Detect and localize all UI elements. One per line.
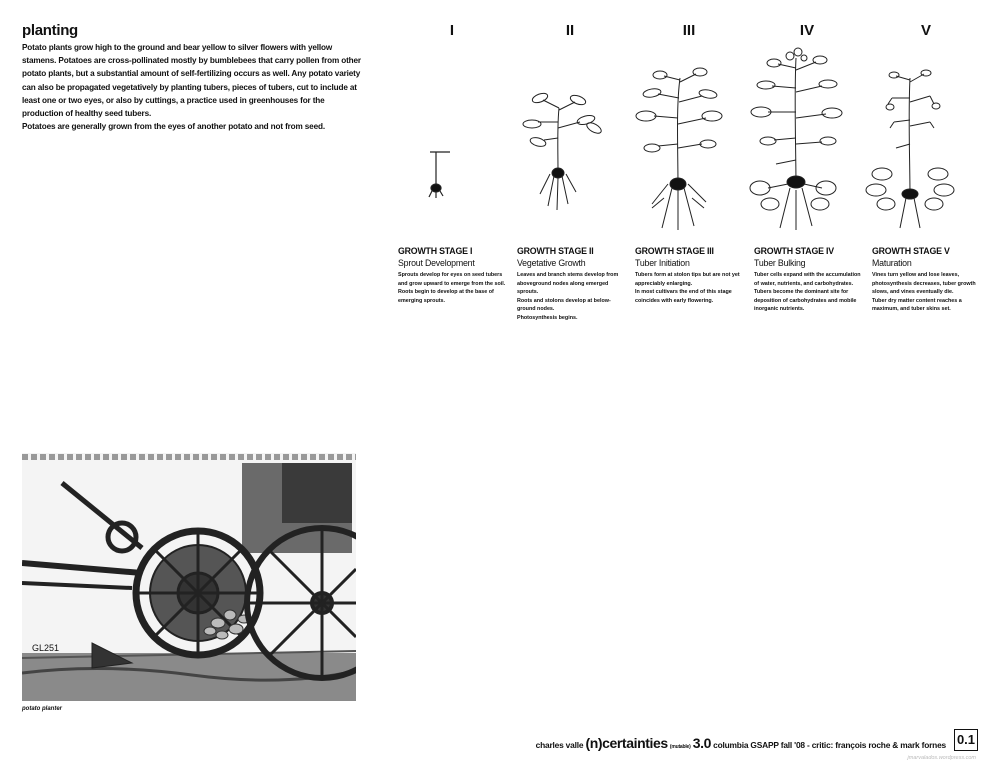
stage-title: GROWTH STAGE II xyxy=(517,246,594,256)
blog-url: jmarvalados.wordpress.com xyxy=(907,755,976,761)
stage-name: Tuber Initiation xyxy=(635,258,690,268)
stage-description xyxy=(872,271,980,314)
page-number: 0.1 xyxy=(954,729,978,751)
plant-drawing-stage-1 xyxy=(392,48,492,238)
stage-numeral: I xyxy=(449,22,455,39)
footer-course: columbia GSAPP fall '08 - critic: françois roche & mark fornes xyxy=(713,740,946,750)
stage-column xyxy=(398,246,506,305)
stage-description xyxy=(635,271,743,305)
stage-description-line: Tubers become the dominant site for deposition of carbohydrates and mobile inorganic nutrients. xyxy=(754,289,857,313)
plant-drawing-stage-3 xyxy=(628,48,728,238)
stage-numeral: III xyxy=(682,22,696,39)
stage-numeral: II xyxy=(565,22,575,39)
stage-column xyxy=(635,246,743,305)
stage-column xyxy=(872,246,980,314)
plate-label: GL251 xyxy=(32,643,60,653)
stage-description-line: In most cultivars the end of this stage coincides with early flowering. xyxy=(635,289,732,304)
stage-name: Sprout Development xyxy=(398,258,475,268)
page-heading: planting xyxy=(22,22,78,39)
stage-numeral: IV xyxy=(799,22,815,39)
stage-description-line: Tuber cells expand with the accumulation of water, nutrients, and carbohydrates. xyxy=(754,272,861,287)
intro-text xyxy=(22,41,367,133)
plant-drawing-stage-2 xyxy=(510,48,610,238)
footer-version: 3.0 xyxy=(692,735,711,751)
potato-planter-photo xyxy=(22,453,356,701)
stage-numeral: V xyxy=(920,22,931,39)
stage-description-line: Roots begin to develop at the base of emerging sprouts. xyxy=(398,289,494,304)
footer-credits xyxy=(470,735,946,751)
stage-description xyxy=(398,271,506,305)
stage-title: GROWTH STAGE V xyxy=(872,246,950,256)
footer-title-note: (mutable) xyxy=(669,744,691,750)
stage-description-line: Tubers form at stolon tips but are not yet appreciably enlarging. xyxy=(635,272,740,287)
plant-drawing-stage-5 xyxy=(864,48,964,238)
stage-title: GROWTH STAGE I xyxy=(398,246,473,256)
stage-column xyxy=(754,246,862,314)
stage-column xyxy=(517,246,625,323)
photo-caption: potato planter xyxy=(22,706,62,712)
stage-name: Vegetative Growth xyxy=(517,258,586,268)
footer-author: charles valle xyxy=(535,740,584,750)
footer-title: (n)certainties xyxy=(585,735,668,751)
stage-description xyxy=(754,271,862,314)
plant-drawing-stage-4 xyxy=(746,48,846,238)
stage-description xyxy=(517,271,625,323)
stage-description-line: Photosynthesis begins. xyxy=(517,314,578,321)
stage-description-line: Roots and stolons develop at below-ground nodes. xyxy=(517,297,611,313)
intro-paragraph: Potatoes are generally grown from the eyes of another potato and not from seed. xyxy=(22,122,325,132)
stage-description-line: Vines turn yellow and lose leaves, photosynthesis decreases, tuber growth slows, and vines eventually die. xyxy=(872,272,976,296)
stage-title: GROWTH STAGE IV xyxy=(754,246,834,256)
stage-description-line: Leaves and branch stems develop from aboveground nodes along emerged sprouts. xyxy=(517,272,619,296)
stage-name: Tuber Bulking xyxy=(754,258,806,268)
stage-description-line: Sprouts develop for eyes on seed tubers and grow upward to emerge from the soil. xyxy=(398,272,506,287)
stage-description-line: Tuber dry matter content reaches a maximum, and tuber skins set. xyxy=(872,297,962,313)
stage-title: GROWTH STAGE III xyxy=(635,246,714,256)
stage-name: Maturation xyxy=(872,258,912,268)
intro-paragraph: Potato plants grow high to the ground and bear yellow to silver flowers with yellow stamens. Potatoes are cross-pollinated mostly by bumblebees that carry pollen from other potato plants, but a substantial amount of self-fertilizing occurs as well. Any potato variety can also be propagated vegetatively by planting tubers, pieces of tubers, cut to include at least one or two eyes, or also by cuttings, a practice used in greenhouses for the production of healthy seed tubers. xyxy=(22,43,361,119)
